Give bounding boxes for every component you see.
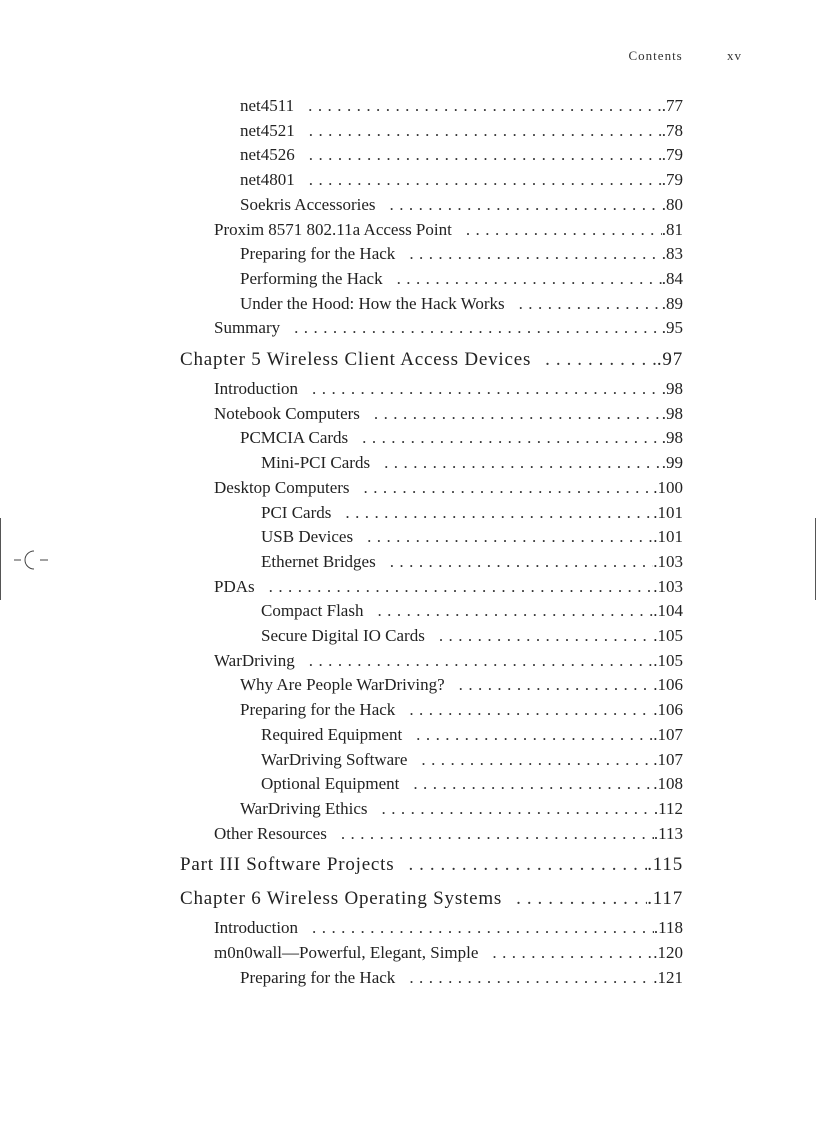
dot-leader [309, 170, 662, 190]
dot-leader [519, 294, 662, 314]
toc-entry[interactable] [240, 195, 683, 219]
dot-leader [409, 244, 661, 264]
toc-entry[interactable] [214, 824, 683, 848]
toc-entry-page: .108 [653, 774, 683, 794]
toc-entry-label: WarDriving Ethics [240, 798, 368, 818]
toc-entry[interactable] [214, 478, 683, 502]
dot-leader [309, 121, 662, 141]
toc-chapter-entry[interactable] [180, 888, 683, 912]
toc-entry-label: net4521 [240, 120, 295, 140]
toc-entry-label: Proxim 8571 802.11a Access Point [214, 219, 452, 239]
toc-entry-page: .120 [653, 943, 683, 962]
toc-entry[interactable] [261, 503, 683, 527]
dot-leader [382, 799, 654, 819]
toc-entry[interactable] [214, 943, 683, 967]
dot-leader [409, 700, 653, 720]
toc-entry-label: net4801 [240, 170, 295, 190]
dot-leader [545, 349, 657, 371]
dot-leader [492, 943, 653, 963]
toc-entry[interactable] [261, 453, 683, 477]
dot-leader [416, 725, 653, 745]
toc-entry-page: .101 [653, 502, 683, 522]
toc-entry[interactable] [261, 725, 683, 749]
toc-entry-page: .104 [653, 601, 683, 621]
toc-entry-label: Secure Digital IO Cards [261, 626, 425, 645]
dot-leader [269, 577, 654, 597]
dot-leader [309, 651, 653, 671]
toc-entry[interactable] [240, 121, 683, 145]
dot-leader [377, 601, 653, 621]
dot-leader [374, 404, 662, 424]
toc-entry-page: .103 [653, 551, 683, 571]
toc-entry-label: Introduction [214, 379, 299, 398]
toc-entry-label: WarDriving [214, 650, 295, 670]
toc-entry-label: Introduction [214, 918, 299, 938]
toc-entry-page: .107 [653, 724, 683, 744]
toc-entry-label: Chapter 5 Wireless Client Access Devices [180, 349, 532, 370]
dot-leader [421, 750, 653, 770]
toc-entry-page: .101 [653, 527, 683, 547]
toc-entry-page: .106 [653, 675, 683, 695]
toc-entry[interactable] [214, 318, 683, 342]
dot-leader [312, 379, 662, 399]
toc-entry-page: .106 [653, 700, 683, 720]
dot-leader [384, 453, 662, 473]
toc-entry[interactable] [214, 651, 683, 675]
crop-mark-left [0, 518, 1, 600]
toc-entry[interactable] [240, 428, 683, 452]
toc-entry-page: .77 [661, 96, 683, 115]
dot-leader [459, 675, 654, 695]
toc-entry-page: .95 [661, 318, 683, 338]
toc-entry-page: .97 [656, 349, 683, 370]
dot-leader [397, 269, 662, 289]
toc-entry-page: .115 [647, 854, 683, 876]
dot-leader [312, 918, 654, 938]
dot-leader [408, 854, 647, 876]
toc-entry-label: Preparing for the Hack [240, 244, 396, 264]
toc-entry-label: Summary [214, 318, 281, 338]
toc-entry-label: Preparing for the Hack [240, 700, 396, 720]
toc-entry[interactable] [214, 918, 683, 942]
toc-entry-page: .84 [661, 268, 683, 288]
toc-entry[interactable] [261, 750, 683, 774]
toc-entry-page: .117 [647, 888, 683, 910]
toc-entry-page: .99 [661, 453, 683, 473]
toc-entry[interactable] [214, 577, 683, 601]
dot-leader [466, 220, 662, 240]
toc-entry-page: .81 [661, 219, 683, 239]
toc-chapter-entry[interactable] [180, 854, 683, 878]
toc-entry[interactable] [240, 244, 683, 268]
toc-entry-label: Desktop Computers [214, 477, 350, 497]
toc-entry[interactable] [240, 96, 683, 120]
dot-leader [294, 318, 662, 338]
registration-mark-icon [14, 548, 50, 572]
dot-leader [345, 503, 653, 523]
toc-entry-page: .107 [653, 749, 683, 769]
toc-entry-page: .98 [661, 403, 683, 423]
toc-entry-label: Compact Flash [261, 601, 364, 621]
toc-entry-page: .103 [653, 576, 683, 596]
running-header-title: Contents [628, 48, 683, 63]
toc-entry-label: net4511 [240, 96, 295, 115]
toc-entry[interactable] [240, 799, 683, 823]
toc-entry-page: .121 [653, 967, 683, 987]
toc-entry-label: Other Resources [214, 823, 327, 843]
dot-leader [367, 527, 653, 547]
toc-entry-page: .79 [661, 145, 683, 165]
toc-entry[interactable] [261, 626, 683, 650]
toc-entry[interactable] [240, 675, 683, 699]
toc-entry[interactable] [240, 294, 683, 318]
toc-entry-page: .100 [653, 477, 683, 497]
toc-entry[interactable] [240, 145, 683, 169]
toc-entry-label: Why Are People WarDriving? [240, 675, 445, 695]
toc-entry-label: Optional Equipment [261, 774, 400, 794]
dot-leader [341, 824, 654, 844]
toc-entry-label: Under the Hood: How the Hack Works [240, 293, 505, 313]
toc-entry-label: Preparing for the Hack [240, 967, 396, 987]
toc-entry-page: .78 [661, 120, 683, 140]
toc-entry-label: USB Devices [261, 527, 354, 547]
dot-leader [308, 96, 662, 116]
toc-entry[interactable] [261, 527, 683, 551]
dot-leader [516, 888, 647, 910]
dot-leader [309, 145, 662, 165]
toc-entry[interactable] [261, 601, 683, 625]
dot-leader [409, 968, 653, 988]
toc-entry[interactable] [240, 269, 683, 293]
toc-entry[interactable] [214, 379, 683, 403]
toc-entry-page: .105 [653, 626, 683, 645]
toc-entry-label: Mini-PCI Cards [261, 453, 371, 473]
toc-entry-label: PCMCIA Cards [240, 428, 349, 448]
toc-entry[interactable] [214, 220, 683, 244]
toc-entry-label: PCI Cards [261, 502, 332, 522]
toc-entry-page: .80 [661, 194, 683, 214]
toc-entry-page: .113 [653, 823, 683, 843]
dot-leader [413, 774, 653, 794]
dot-leader [364, 478, 654, 498]
toc-entry-label: Required Equipment [261, 724, 403, 744]
toc-entry[interactable] [240, 700, 683, 724]
toc-entry-label: Soekris Accessories [240, 194, 376, 214]
toc-entry-label: Chapter 6 Wireless Operating Systems [180, 888, 503, 910]
dot-leader [390, 195, 662, 215]
toc-entry[interactable] [240, 170, 683, 194]
toc-entry-label: PDAs [214, 576, 255, 596]
toc-entry-label: net4526 [240, 145, 295, 165]
toc-entry-label: WarDriving Software [261, 749, 408, 769]
running-header [629, 48, 742, 64]
toc-entry-page: .89 [661, 293, 683, 313]
toc-entry-label: Part III Software Projects [180, 854, 395, 876]
toc-entry-page: .105 [653, 650, 683, 670]
toc-entry-label: Performing the Hack [240, 268, 383, 288]
dot-leader [362, 428, 662, 448]
toc-entry-page: .118 [653, 918, 683, 938]
dot-leader [390, 552, 654, 572]
toc-entry-label: Notebook Computers [214, 403, 360, 423]
toc-entry-page: .98 [661, 428, 683, 448]
toc-entry[interactable] [214, 404, 683, 428]
toc-entry[interactable] [261, 774, 683, 798]
toc-entry-page: .98 [661, 379, 683, 398]
toc-entry[interactable] [240, 968, 683, 992]
toc-entry-page: .83 [661, 244, 683, 264]
toc-entry[interactable] [261, 552, 683, 576]
toc-entry-page: .112 [653, 798, 683, 818]
toc-entry-label: Ethernet Bridges [261, 551, 376, 571]
toc-entry-page: .79 [661, 170, 683, 190]
page-number: xv [727, 48, 742, 63]
dot-leader [439, 626, 653, 646]
toc-entry-label: m0n0wall—Powerful, Elegant, Simple [214, 943, 479, 962]
toc-chapter-entry[interactable] [180, 349, 683, 373]
